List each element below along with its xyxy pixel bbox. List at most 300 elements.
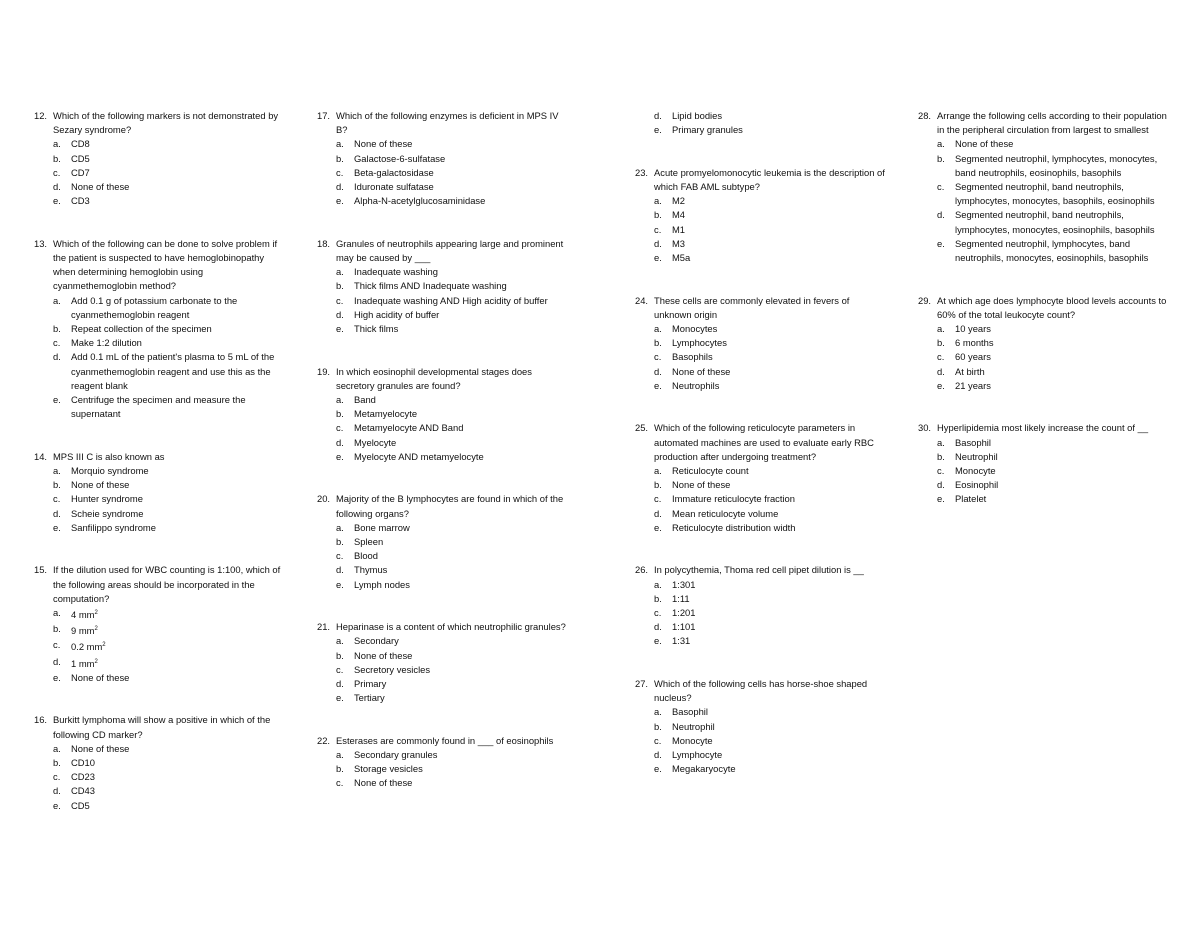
option-text: 10 years <box>955 323 991 335</box>
option-text: None of these <box>354 138 413 150</box>
question-stem <box>918 421 1168 435</box>
option-text-wrap <box>672 606 885 620</box>
option-text: 21 years <box>955 379 991 391</box>
option-text: Reticulocyte distribution width <box>672 521 796 533</box>
option-text-wrap <box>955 464 1168 478</box>
option-text-wrap <box>71 784 282 798</box>
option-letter: e. <box>654 763 662 775</box>
option-text-wrap <box>71 166 282 180</box>
option-text-wrap <box>672 734 885 748</box>
answer-option <box>635 521 885 535</box>
option-text-wrap <box>71 137 282 151</box>
option-text: 1:101 <box>672 621 696 633</box>
option-text-wrap <box>354 563 569 577</box>
option-letter: d. <box>654 110 662 121</box>
option-letter: d. <box>937 365 945 377</box>
option-text-wrap <box>354 322 569 336</box>
answer-option <box>317 521 569 535</box>
question-stem <box>317 620 569 634</box>
option-text-wrap <box>71 194 282 208</box>
option-letter: d. <box>654 749 662 761</box>
option-text-wrap <box>354 393 569 407</box>
option-letter: b. <box>336 536 344 548</box>
option-text: Inadequate washing <box>354 266 438 278</box>
answer-option <box>918 478 1168 492</box>
option-text: M3 <box>672 237 686 249</box>
option-text: 1:301 <box>672 578 696 590</box>
option-text-wrap <box>672 237 885 251</box>
answer-option <box>317 152 569 166</box>
option-text-wrap <box>354 308 569 322</box>
option-text-wrap <box>672 379 885 393</box>
option-text-wrap <box>354 748 569 762</box>
question-text: Esterases are commonly found in ___ of eosinophils <box>336 734 554 746</box>
option-text: M5a <box>672 252 691 264</box>
option-text: Metamyelocyte AND Band <box>354 422 464 434</box>
answer-option <box>635 350 885 364</box>
answer-option <box>635 478 885 492</box>
answer-option <box>317 677 569 691</box>
answer-option <box>317 180 569 194</box>
option-letter: a. <box>336 749 344 761</box>
option-letter: d. <box>654 507 662 519</box>
option-text: 9 mm <box>71 625 95 637</box>
option-letter: a. <box>53 742 61 754</box>
option-text: Secondary granules <box>354 749 438 761</box>
option-text: 1 mm <box>71 657 95 669</box>
option-text-wrap <box>672 336 885 350</box>
option-text: Basophil <box>672 706 708 718</box>
option-text-wrap <box>672 762 885 776</box>
option-letter: d. <box>336 181 344 193</box>
question-stem <box>635 563 885 577</box>
answer-option <box>317 436 569 450</box>
option-text: Lymphocytes <box>672 337 727 349</box>
option-text: Lipid bodies <box>672 110 723 121</box>
question-stem <box>34 237 282 294</box>
answer-option <box>918 322 1168 336</box>
option-letter: e. <box>937 493 945 505</box>
question-number: 22. <box>317 734 331 746</box>
question-number: 14. <box>34 450 48 462</box>
answer-option <box>918 350 1168 364</box>
option-text-wrap <box>71 393 282 421</box>
answer-option <box>34 784 282 798</box>
question-number: 25. <box>635 422 649 434</box>
option-text-wrap <box>354 762 569 776</box>
option-text: None of these <box>71 742 130 754</box>
answer-option <box>317 308 569 322</box>
option-text-wrap <box>672 592 885 606</box>
option-letter: c. <box>336 550 344 562</box>
option-letter: b. <box>336 763 344 775</box>
answer-option <box>635 123 885 137</box>
option-text: CD23 <box>71 771 95 783</box>
option-text: Neutrophils <box>672 379 720 391</box>
question <box>635 166 885 265</box>
answer-option <box>918 450 1168 464</box>
option-text: Basophil <box>955 436 991 448</box>
answer-option <box>34 756 282 770</box>
answer-option <box>317 663 569 677</box>
option-letter: b. <box>937 450 945 462</box>
answer-option <box>635 109 885 123</box>
option-text-wrap <box>71 622 282 638</box>
question-number: 13. <box>34 237 48 249</box>
option-letter: a. <box>336 635 344 647</box>
option-text: Mean reticulocyte volume <box>672 507 779 519</box>
option-text-wrap <box>672 705 885 719</box>
option-text: None of these <box>354 777 413 789</box>
question <box>317 237 569 336</box>
option-letter: c. <box>53 493 61 505</box>
option-text-wrap <box>71 322 282 336</box>
option-text: Blood <box>354 550 378 562</box>
option-text: Bone marrow <box>354 521 410 533</box>
option-text: Segmented neutrophil, band neutrophils, lymphocytes, monocytes, eosinophils, basophils <box>955 209 1155 235</box>
option-text-wrap <box>354 407 569 421</box>
question <box>918 294 1168 393</box>
option-text: CD8 <box>71 138 90 150</box>
question-text: In which eosinophil developmental stages does secretory granules are found? <box>336 365 532 391</box>
option-text: Add 0.1 mL of the patient's plasma to 5 mL of the cyanmethemoglobin reagent and use this as the reagent blank <box>71 351 275 391</box>
question-text: Burkitt lymphoma will show a positive in which of the following CD marker? <box>53 714 271 740</box>
option-text: Thymus <box>354 564 388 576</box>
answer-option <box>317 748 569 762</box>
option-text-wrap <box>672 748 885 762</box>
option-text: Basophils <box>672 351 713 363</box>
option-text-wrap <box>354 663 569 677</box>
option-text-wrap <box>672 123 885 137</box>
question <box>918 421 1168 506</box>
answer-option <box>34 521 282 535</box>
answer-option <box>34 152 282 166</box>
superscript: 2 <box>94 610 98 617</box>
question <box>918 109 1168 265</box>
option-letter: b. <box>336 152 344 164</box>
option-text: Sanfilippo syndrome <box>71 521 156 533</box>
option-letter: c. <box>654 223 662 235</box>
option-letter: e. <box>336 692 344 704</box>
option-text: CD5 <box>71 152 90 164</box>
answer-option <box>34 194 282 208</box>
answer-option <box>635 379 885 393</box>
answer-option <box>635 720 885 734</box>
question <box>635 563 885 648</box>
option-text: Lymphocyte <box>672 749 723 761</box>
option-letter: e. <box>336 450 344 462</box>
answer-option <box>34 336 282 350</box>
option-text: Neutrophil <box>955 450 998 462</box>
option-text: None of these <box>955 138 1014 150</box>
answer-option <box>635 620 885 634</box>
option-letter: b. <box>53 323 61 335</box>
question-stem <box>34 563 282 606</box>
option-text-wrap <box>672 251 885 265</box>
question <box>635 677 885 776</box>
option-text: Scheie syndrome <box>71 507 144 519</box>
answer-option <box>918 464 1168 478</box>
option-text-wrap <box>71 606 282 622</box>
option-letter: c. <box>53 337 61 349</box>
answer-option <box>635 592 885 606</box>
column-2 <box>317 109 569 819</box>
option-letter: c. <box>654 734 662 746</box>
option-text-wrap <box>71 464 282 478</box>
question-stem <box>34 713 282 741</box>
option-text: Primary <box>354 678 387 690</box>
option-text: None of these <box>71 479 130 491</box>
option-letter: c. <box>336 166 344 178</box>
option-letter: d. <box>937 479 945 491</box>
option-text-wrap <box>955 478 1168 492</box>
question-text: Granules of neutrophils appearing large and prominent may be caused by ___ <box>336 237 564 264</box>
option-letter: b. <box>937 152 945 164</box>
option-text: Thick films <box>354 323 399 335</box>
option-text-wrap <box>672 620 885 634</box>
option-letter: b. <box>336 408 344 420</box>
option-text: None of these <box>672 479 731 491</box>
question-text: Arrange the following cells according to their population in the peripheral circulation from largest to smallest <box>937 110 1167 136</box>
answer-option <box>918 180 1168 208</box>
question-number: 24. <box>635 294 649 306</box>
answer-option <box>635 237 885 251</box>
option-letter: c. <box>336 663 344 675</box>
question-number: 27. <box>635 678 649 690</box>
option-text: None of these <box>672 365 731 377</box>
question-text: MPS III C is also known as <box>53 450 165 462</box>
answer-option <box>918 492 1168 506</box>
option-text-wrap <box>354 166 569 180</box>
option-text: CD43 <box>71 785 95 797</box>
option-letter: d. <box>654 365 662 377</box>
option-letter: d. <box>53 181 61 193</box>
question <box>317 492 569 591</box>
question-number: 28. <box>918 110 932 121</box>
answer-option <box>317 265 569 279</box>
answer-option <box>34 137 282 151</box>
option-text-wrap <box>955 208 1168 236</box>
question-stem <box>317 734 569 748</box>
option-text-wrap <box>71 655 282 671</box>
answer-option <box>34 742 282 756</box>
question-text: Which of the following reticulocyte parameters in automated machines are used to evaluate early RBC production after undergoing treatment? <box>654 422 874 462</box>
option-text-wrap <box>672 350 885 364</box>
option-letter: a. <box>654 706 662 718</box>
question-stem <box>34 109 282 137</box>
option-text: Tertiary <box>354 692 385 704</box>
option-text: 0.2 mm <box>71 641 103 653</box>
option-text-wrap <box>955 365 1168 379</box>
option-text: M2 <box>672 195 686 207</box>
option-text-wrap <box>672 194 885 208</box>
answer-option <box>635 336 885 350</box>
answer-option <box>34 507 282 521</box>
option-text-wrap <box>672 492 885 506</box>
option-text-wrap <box>354 634 569 648</box>
option-text: 1:31 <box>672 635 691 647</box>
option-text: Myelocyte <box>354 436 397 448</box>
option-text-wrap <box>71 638 282 654</box>
option-letter: b. <box>654 209 662 221</box>
option-text: 1:11 <box>672 592 690 604</box>
option-text-wrap <box>354 152 569 166</box>
option-text-wrap <box>955 336 1168 350</box>
answer-option <box>635 194 885 208</box>
option-letter: a. <box>654 195 662 207</box>
option-letter: c. <box>654 493 662 505</box>
option-letter: d. <box>53 785 61 797</box>
answer-option <box>317 535 569 549</box>
option-letter: c. <box>336 777 344 789</box>
option-text: Storage vesicles <box>354 763 423 775</box>
option-letter: d. <box>336 678 344 690</box>
answer-option <box>918 237 1168 265</box>
answer-option <box>34 464 282 478</box>
option-text-wrap <box>955 350 1168 364</box>
option-letter: a. <box>53 138 61 150</box>
superscript: 2 <box>94 658 98 665</box>
option-text: Monocyte <box>955 465 996 477</box>
option-letter: e. <box>53 799 61 811</box>
option-letter: d. <box>654 237 662 249</box>
superscript: 2 <box>94 626 98 633</box>
answer-option <box>317 563 569 577</box>
answer-option <box>34 393 282 421</box>
answer-option <box>34 606 282 622</box>
option-text-wrap <box>71 742 282 756</box>
question-stem <box>317 109 569 137</box>
option-text: Hunter syndrome <box>71 493 143 505</box>
option-letter: c. <box>336 294 344 306</box>
option-text-wrap <box>672 521 885 535</box>
option-letter: b. <box>654 479 662 491</box>
option-text: None of these <box>71 181 130 193</box>
option-text: Inadequate washing AND High acidity of buffer <box>354 294 548 306</box>
option-letter: a. <box>53 294 61 306</box>
answer-option <box>317 194 569 208</box>
option-letter: d. <box>336 564 344 576</box>
option-text-wrap <box>354 578 569 592</box>
option-letter: e. <box>53 521 61 533</box>
option-text-wrap <box>672 464 885 478</box>
option-text-wrap <box>354 521 569 535</box>
option-text-wrap <box>672 634 885 648</box>
answer-option <box>34 166 282 180</box>
answer-option <box>317 421 569 435</box>
answer-option <box>635 492 885 506</box>
option-text: Reticulocyte count <box>672 465 749 477</box>
option-text: None of these <box>71 671 130 683</box>
option-letter: a. <box>654 465 662 477</box>
option-text-wrap <box>672 223 885 237</box>
option-text: Segmented neutrophil, lymphocytes, band neutrophils, monocytes, eosinophils, basophils <box>955 237 1149 264</box>
option-text-wrap <box>71 492 282 506</box>
question <box>34 713 282 812</box>
option-text-wrap <box>672 578 885 592</box>
question-text: Which of the following enzymes is deficient in MPS IV B? <box>336 110 559 136</box>
question-number: 15. <box>34 564 48 576</box>
answer-option <box>918 379 1168 393</box>
option-text-wrap <box>955 322 1168 336</box>
option-text-wrap <box>71 336 282 350</box>
option-letter: e. <box>654 635 662 647</box>
option-text: Morquio syndrome <box>71 465 149 477</box>
option-letter: a. <box>336 394 344 406</box>
option-text-wrap <box>955 450 1168 464</box>
option-text-wrap <box>71 294 282 322</box>
question <box>34 450 282 535</box>
option-text-wrap <box>955 492 1168 506</box>
question <box>317 734 569 791</box>
option-text-wrap <box>672 322 885 336</box>
option-text: Metamyelocyte <box>354 408 418 420</box>
option-text-wrap <box>71 770 282 784</box>
answer-option <box>635 464 885 478</box>
question-number: 12. <box>34 110 48 121</box>
option-text-wrap <box>71 180 282 194</box>
option-letter: c. <box>937 351 945 363</box>
question <box>635 294 885 393</box>
option-letter: e. <box>654 379 662 391</box>
option-text-wrap <box>672 478 885 492</box>
answer-option <box>34 294 282 322</box>
option-letter: a. <box>937 138 945 150</box>
option-text: Iduronate sulfatase <box>354 181 434 193</box>
option-letter: e. <box>53 195 61 207</box>
answer-option <box>34 478 282 492</box>
option-text-wrap <box>354 194 569 208</box>
option-text: Spleen <box>354 536 384 548</box>
option-text: Eosinophil <box>955 479 999 491</box>
question <box>635 109 885 137</box>
answer-option <box>317 322 569 336</box>
question-number: 18. <box>317 237 331 249</box>
option-letter: c. <box>53 771 61 783</box>
option-letter: a. <box>654 323 662 335</box>
option-text: Thick films AND Inadequate washing <box>354 280 507 292</box>
answer-option <box>635 606 885 620</box>
option-text: Platelet <box>955 493 987 505</box>
question-text: Majority of the B lymphocytes are found in which of the following organs? <box>336 493 564 519</box>
option-letter: e. <box>336 578 344 590</box>
question-stem <box>317 365 569 393</box>
answer-option <box>635 578 885 592</box>
option-text-wrap <box>354 294 569 308</box>
question-text: Which of the following markers is not demonstrated by Sezary syndrome? <box>53 110 279 136</box>
answer-option <box>635 748 885 762</box>
option-letter: d. <box>336 436 344 448</box>
answer-option <box>317 166 569 180</box>
option-letter: a. <box>937 323 945 335</box>
answer-option <box>317 691 569 705</box>
option-text: CD5 <box>71 799 90 811</box>
answer-option <box>918 208 1168 236</box>
option-letter: c. <box>53 639 61 651</box>
question-number: 17. <box>317 110 331 121</box>
answer-option <box>317 407 569 421</box>
superscript: 2 <box>102 642 106 649</box>
option-text: Secondary <box>354 635 399 647</box>
option-text-wrap <box>354 450 569 464</box>
option-letter: d. <box>336 308 344 320</box>
option-text: M4 <box>672 209 686 221</box>
answer-option <box>635 208 885 222</box>
answer-option <box>34 655 282 671</box>
option-text-wrap <box>672 365 885 379</box>
option-text: Add 0.1 g of potassium carbonate to the cyanmethemoglobin reagent <box>71 294 238 320</box>
answer-option <box>317 393 569 407</box>
